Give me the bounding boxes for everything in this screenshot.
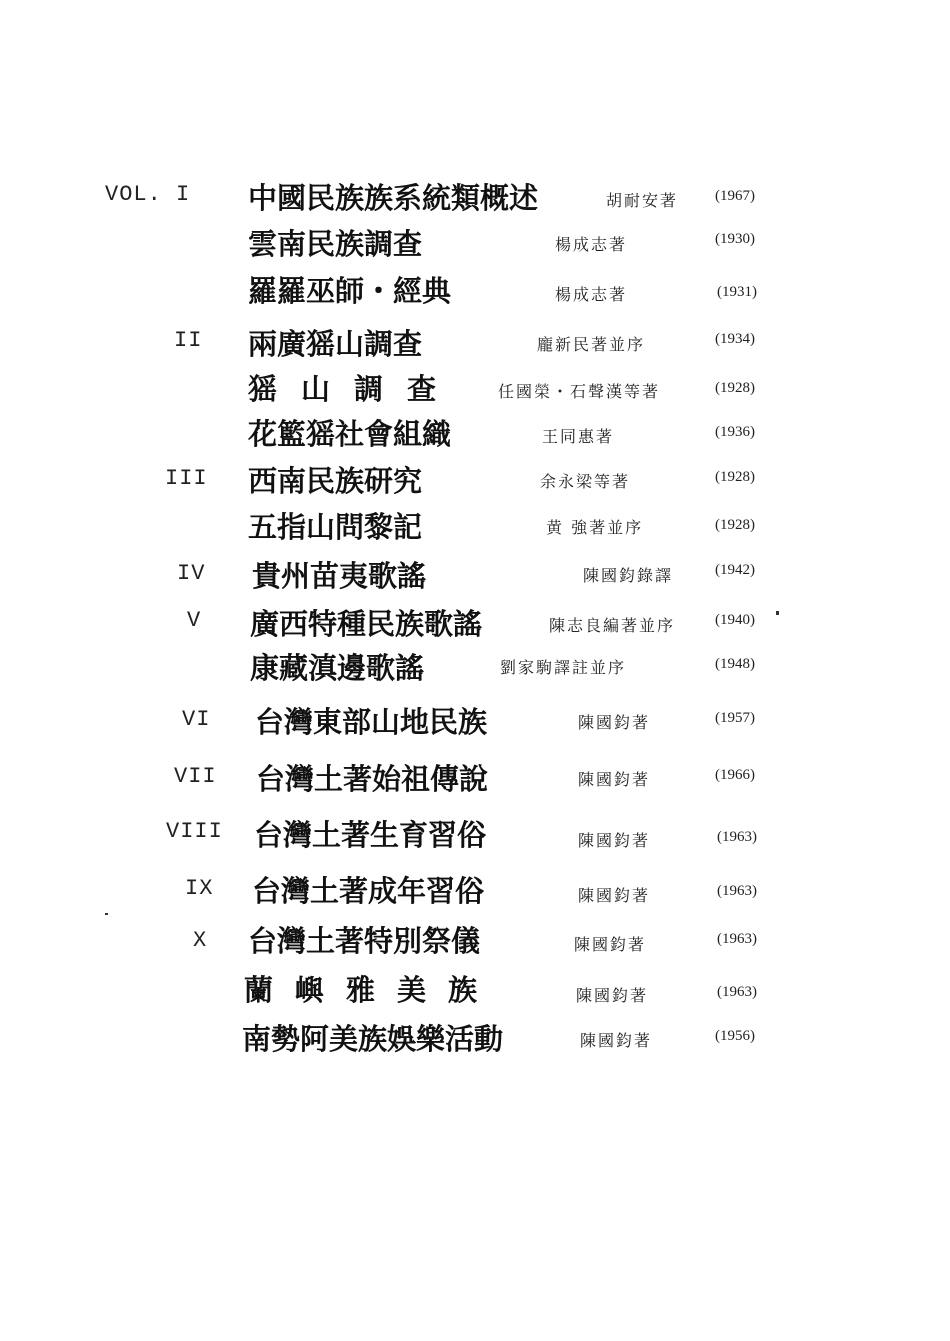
book-author: 陳國鈞著 <box>576 986 649 1005</box>
book-author: 陳國鈞著 <box>578 770 651 789</box>
publication-year: (1928) <box>715 469 755 485</box>
book-title: 南勢阿美族娛樂活動 <box>242 1022 504 1056</box>
book-author: 陳國鈞著 <box>578 831 651 850</box>
publication-year: (1967) <box>715 188 755 204</box>
publication-year: (1928) <box>715 517 755 533</box>
volume-number: VOL. I <box>105 182 191 207</box>
volume-number: VIII <box>166 819 223 844</box>
book-title: 羅羅巫師・經典 <box>248 274 452 308</box>
book-title: 猺山調查 <box>248 372 461 406</box>
book-author: 胡耐安著 <box>606 191 679 210</box>
publication-year: (1934) <box>715 331 755 347</box>
book-title: 台灣土著成年習俗 <box>252 874 485 908</box>
book-title: 蘭嶼雅美族 <box>244 973 500 1007</box>
book-title: 西南民族研究 <box>248 464 423 498</box>
book-author: 楊成志著 <box>555 285 628 304</box>
book-author: 任國榮・石聲漢等著 <box>498 382 661 401</box>
book-title: 台灣土著始祖傳說 <box>256 762 489 796</box>
book-author: 陳志良編著並序 <box>549 616 676 635</box>
book-author: 陳國鈞錄譯 <box>583 566 674 585</box>
book-author: 劉家駒譯註並序 <box>500 658 627 677</box>
book-author: 龐新民著並序 <box>537 335 646 354</box>
scan-speck <box>105 913 108 915</box>
volume-number: X <box>193 928 208 953</box>
book-author: 楊成志著 <box>555 235 628 254</box>
book-author: 陳國鈞著 <box>578 713 651 732</box>
publication-year: (1966) <box>715 767 755 783</box>
book-title: 中國民族族系統類概述 <box>248 181 539 215</box>
publication-year: (1956) <box>715 1028 755 1044</box>
book-author: 陳國鈞著 <box>578 886 651 905</box>
publication-year: (1942) <box>715 562 755 578</box>
volume-number: VI <box>182 707 211 732</box>
volume-number: II <box>174 328 203 353</box>
volume-number: IV <box>177 561 206 586</box>
book-title: 廣西特種民族歌謠 <box>250 607 483 641</box>
book-title: 康藏滇邊歌謠 <box>250 651 425 685</box>
publication-year: (1940) <box>715 612 755 628</box>
book-author: 陳國鈞著 <box>580 1031 653 1050</box>
publication-year: (1930) <box>715 231 755 247</box>
publication-year: (1931) <box>717 284 757 300</box>
volume-number: III <box>165 466 208 491</box>
book-title: 花籃猺社會組織 <box>248 417 452 451</box>
publication-year: (1936) <box>715 424 755 440</box>
scan-speck <box>776 611 779 615</box>
book-title: 台灣東部山地民族 <box>255 705 488 739</box>
publication-year: (1963) <box>717 931 757 947</box>
volume-number: V <box>187 608 202 633</box>
publication-year: (1963) <box>717 883 757 899</box>
volume-number: IX <box>185 876 214 901</box>
book-title: 兩廣猺山調查 <box>248 327 423 361</box>
volume-number: VII <box>174 764 217 789</box>
book-author: 陳國鈞著 <box>574 935 647 954</box>
publication-year: (1957) <box>715 710 755 726</box>
book-author: 黄 強著並序 <box>546 518 644 537</box>
publication-year: (1948) <box>715 656 755 672</box>
book-title: 台灣土著生育習俗 <box>254 818 487 852</box>
publication-year: (1963) <box>717 984 757 1000</box>
book-title: 雲南民族調查 <box>248 227 423 261</box>
book-author: 王同惠著 <box>542 427 615 446</box>
book-author: 余永梁等著 <box>540 472 631 491</box>
book-title: 台灣土著特別祭儀 <box>248 924 481 958</box>
book-title: 貴州苗夷歌謠 <box>252 559 427 593</box>
publication-year: (1928) <box>715 380 755 396</box>
book-title: 五指山問黎記 <box>248 510 423 544</box>
publication-year: (1963) <box>717 829 757 845</box>
